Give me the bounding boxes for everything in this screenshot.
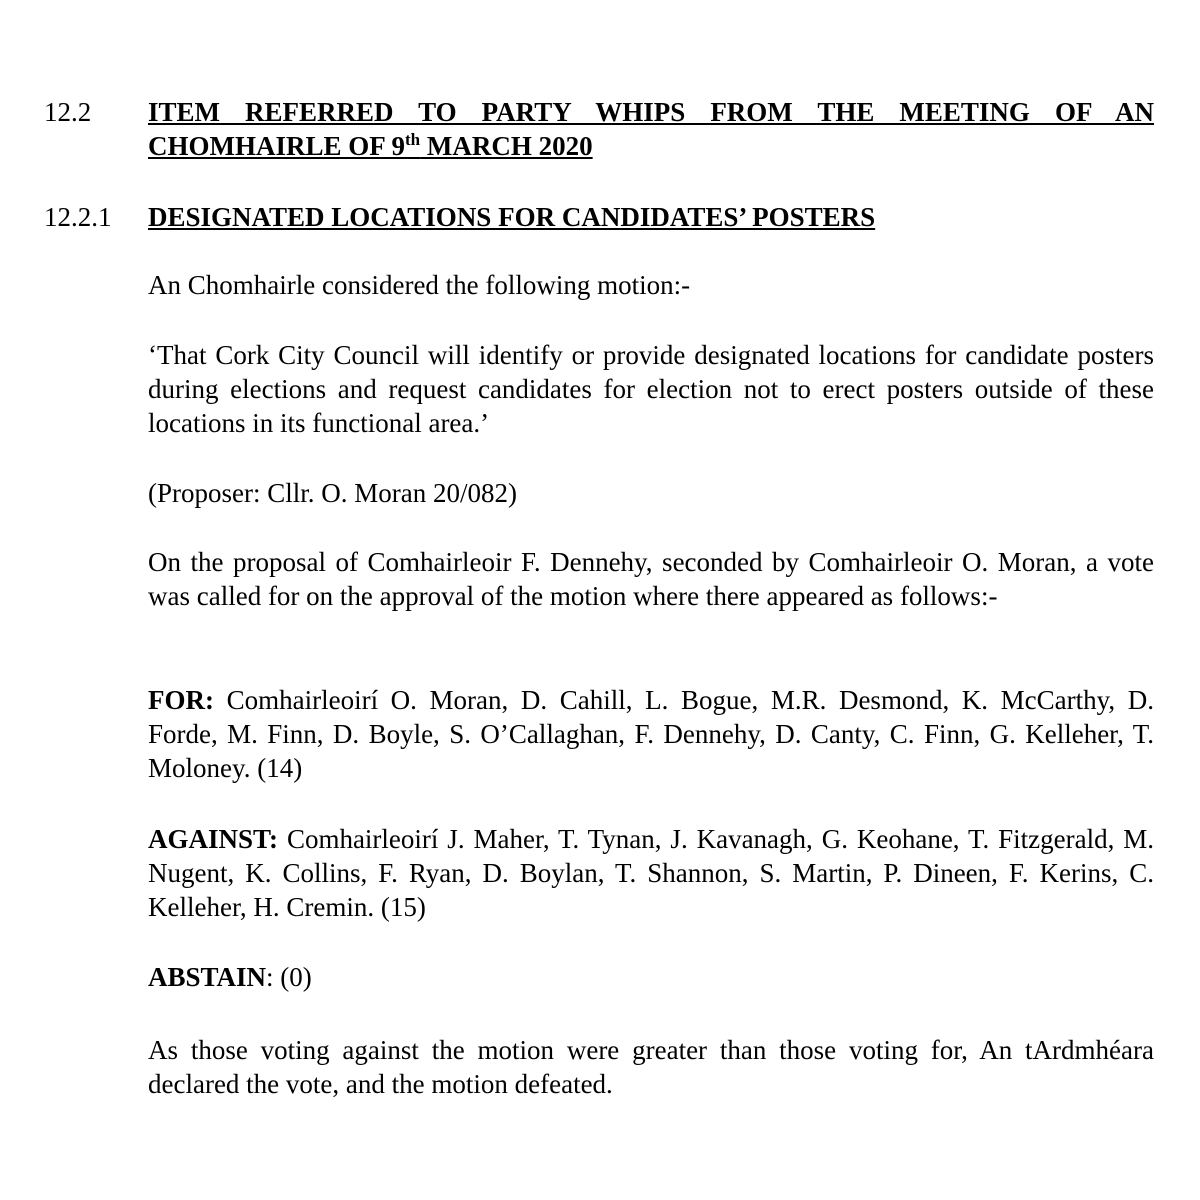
for-label: FOR: (148, 685, 214, 715)
proposal-paragraph: On the proposal of Comhairleoir F. Dennehy, seconded by Comhairleoir O. Moran, a vote was called for on the approval of the motion where there appeared as follows:- (148, 547, 1154, 611)
ordinal-suffix: th (405, 130, 421, 149)
heading-line2-date: MARCH 2020 (420, 131, 593, 161)
intro-paragraph: An Chomhairle considered the following motion:- (148, 270, 691, 300)
section-number-12-2-1: 12.2.1 (44, 202, 112, 232)
heading-line2-text: CHOMHAIRLE OF 9 (148, 131, 406, 161)
for-votes-paragraph (148, 683, 1154, 785)
abstain-paragraph (148, 960, 1154, 994)
motion-paragraph: ‘That Cork City Council will identify or provide designated locations for candidate posters during elections and request candidates for election not to erect posters outside of these locations in its functional area.’ (148, 340, 1154, 438)
abstain-count: : (0) (266, 962, 312, 992)
abstain-label: ABSTAIN (148, 962, 267, 992)
against-label: AGAINST: (148, 824, 279, 854)
section-heading-12-2-line2 (148, 129, 1154, 163)
against-list: Comhairleoirí J. Maher, T. Tynan, J. Kavanagh, G. Keohane, T. Fitzgerald, M. Nugent, K. Collins, F. Ryan, D. Boylan, T. Shannon, S. Martin, P. Dineen, F. Kerins, C. Kelleher, H. Cremin. (15) (148, 824, 1154, 922)
for-list: Comhairleoirí O. Moran, D. Cahill, L. Bogue, M.R. Desmond, K. McCarthy, D. Forde, M. Finn, D. Boyle, S. O’Callaghan, F. Dennehy, D. Canty, C. Finn, G. Kelleher, T. Moloney. (14) (148, 685, 1154, 783)
conclusion-paragraph: As those voting against the motion were greater than those voting for, An tArdmhéara declared the vote, and the motion defeated. (148, 1035, 1154, 1099)
section-heading-12-2-line1: ITEM REFERRED TO PARTY WHIPS FROM THE MEETING OF AN (148, 97, 1154, 127)
section-number-12-2: 12.2 (44, 97, 92, 127)
section-heading-12-2-1: DESIGNATED LOCATIONS FOR CANDIDATES’ POSTERS (148, 202, 876, 232)
proposer-paragraph: (Proposer: Cllr. O. Moran 20/082) (148, 478, 517, 508)
against-votes-paragraph (148, 822, 1154, 924)
